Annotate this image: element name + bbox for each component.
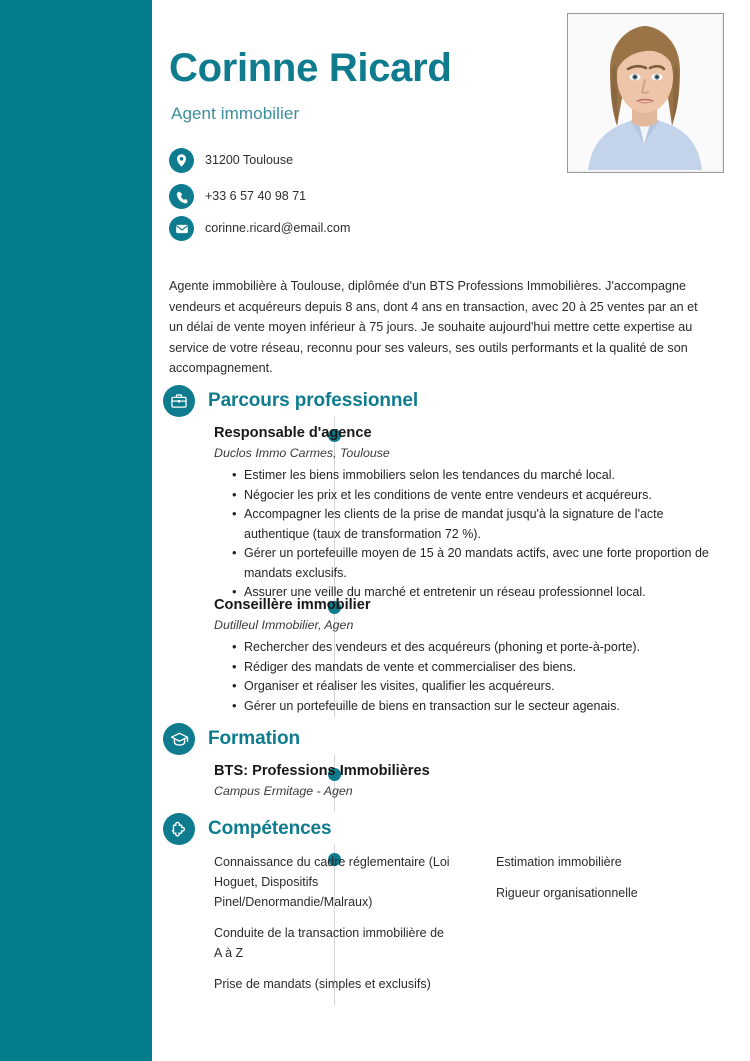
education-date-0: 2016-09 - 2018-07 <box>637 766 736 778</box>
experience-entry-1 <box>214 595 714 716</box>
skills-column-right <box>474 852 734 1005</box>
puzzle-piece-icon <box>163 813 195 845</box>
list-item: • Organiser et réaliser les visites, qualifier les acquéreurs. <box>232 677 714 697</box>
list-item: • Rechercher des vendeurs et des acquéreurs (phoning et porte-à-porte). <box>232 638 714 658</box>
section-header-skills <box>163 813 332 845</box>
skill-item: Prise de mandats (simples et exclusifs) <box>214 977 431 991</box>
experience-date-0: 2022-11 - 2026-03 <box>638 427 736 439</box>
contact-item-phone <box>169 184 306 209</box>
experience-company-0: Duclos Immo Carmes, Toulouse <box>214 446 390 460</box>
education-school-0: Campus Ermitage - Agen <box>214 784 353 798</box>
education-entry-0 <box>214 761 714 801</box>
skill-item: Connaissance du cadre réglementaire (Loi Hoguet, Dispositifs Pinel/Denormandie/Malraux) <box>214 855 450 909</box>
contact-email-text: corinne.ricard@email.com <box>205 221 351 235</box>
main-column <box>152 0 750 1061</box>
location-pin-icon <box>169 148 194 173</box>
experience-duties-1 <box>214 638 714 716</box>
experience-duties-0 <box>214 466 714 603</box>
skills-columns <box>214 852 734 1005</box>
experience-title-1: Conseillère immobilier <box>214 597 371 613</box>
profile-summary: Agente immobilière à Toulouse, diplômée d'un BTS Professions Immobilières. J'accompagne vendeurs et acquéreurs depuis 8 ans, dont 4 ans en transaction, avec 20 à 25 ventes par an et un délai de vente moyen inférieur à 75 jours. Je souhaite aujourd'hui mettre cette expertise au service de votre réseau, reconnu pour ses valeurs, ses outils performants et la qualité de son accompagnement. <box>169 279 698 375</box>
envelope-icon <box>169 216 194 241</box>
list-item: • Négocier les prix et les conditions de vente entre vendeurs et acquéreurs. <box>232 486 714 506</box>
skills-column-left <box>214 852 474 1005</box>
skill-item: Estimation immobilière <box>496 855 622 869</box>
phone-icon <box>169 184 194 209</box>
briefcase-icon <box>163 385 195 417</box>
contact-item-email <box>169 216 350 241</box>
section-header-experience <box>163 385 418 417</box>
section-title-experience: Parcours professionnel <box>208 390 419 411</box>
job-title: Agent immobilier <box>171 104 300 123</box>
list-item: • Rédiger des mandats de vente et commercialiser des biens. <box>232 658 714 678</box>
contact-item-location <box>169 148 293 173</box>
page-title: Corinne Ricard <box>169 46 452 90</box>
experience-title-0: Responsable d'agence <box>214 425 372 441</box>
sidebar-band <box>0 0 152 1061</box>
experience-entry-0 <box>214 423 714 603</box>
list-item: • Assurer une veille du marché et entretenir un réseau professionnel local. <box>232 583 714 603</box>
avatar <box>567 13 724 173</box>
section-title-education: Formation <box>208 728 300 749</box>
contact-phone-text: +33 6 57 40 98 71 <box>205 189 307 203</box>
list-item: • Gérer un portefeuille moyen de 15 à 20 mandats actifs, avec une forte proportion de mandats exclusifs. <box>232 544 714 583</box>
graduation-cap-icon <box>163 723 195 755</box>
experience-company-1: Dutilleul Immobilier, Agen <box>214 618 354 632</box>
portrait-photo-icon <box>568 14 721 170</box>
skill-item: Rigueur organisationnelle <box>496 886 638 900</box>
section-title-skills: Compétences <box>208 818 332 839</box>
list-item: • Estimer les biens immobiliers selon les tendances du marché local. <box>232 466 714 486</box>
experience-date-1: 2018-10 - 2022-03 <box>637 599 736 611</box>
list-item: • Accompagner les clients de la prise de mandat jusqu'à la signature de l'acte authentique (taux de transformation 72 %). <box>232 505 714 544</box>
list-item: • Gérer un portefeuille de biens en transaction sur le secteur agenais. <box>232 697 714 717</box>
skill-item: Conduite de la transaction immobilière de A à Z <box>214 926 444 960</box>
section-header-education <box>163 723 300 755</box>
education-title-0: BTS: Professions Immobilières <box>214 763 430 779</box>
contact-location-text: 31200 Toulouse <box>205 153 294 167</box>
